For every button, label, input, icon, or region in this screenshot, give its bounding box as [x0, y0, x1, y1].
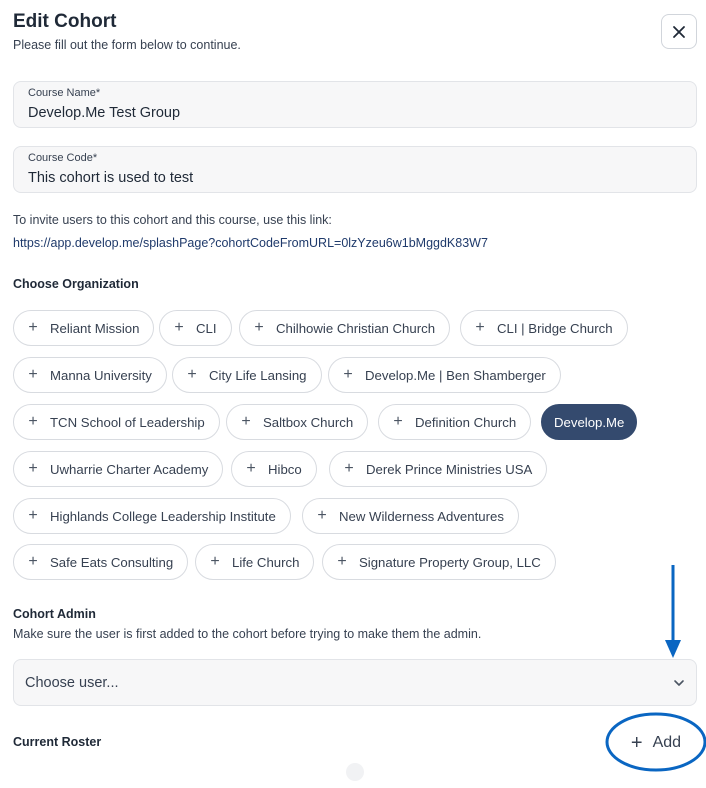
org-chip[interactable] — [13, 357, 167, 393]
org-chip[interactable] — [13, 451, 223, 487]
course-name-label: Course Name* — [28, 87, 101, 99]
modal-title: Edit Cohort — [13, 11, 117, 32]
org-chip[interactable] — [172, 357, 322, 393]
org-chip[interactable] — [13, 498, 291, 534]
plus-icon: + — [337, 553, 347, 570]
course-name-value[interactable]: Develop.Me Test Group — [28, 105, 181, 121]
plus-icon: + — [28, 507, 38, 524]
plus-icon: + — [241, 413, 251, 430]
org-chip-label: Saltbox Church — [263, 414, 354, 430]
choose-user-select[interactable] — [13, 659, 697, 706]
org-chip[interactable] — [226, 404, 368, 440]
org-chip-label: Develop.Me | Ben Shamberger — [365, 367, 546, 383]
org-chip-label: Definition Church — [415, 414, 517, 430]
chevron-down-icon — [672, 676, 686, 690]
cohort-admin-label: Cohort Admin — [13, 607, 96, 621]
org-chip-label: CLI | Bridge Church — [497, 320, 613, 336]
org-chip[interactable] — [328, 357, 561, 393]
plus-icon: + — [246, 460, 256, 477]
org-chip-label: City Life Lansing — [209, 367, 307, 383]
org-chip-label: Hibco — [268, 461, 302, 477]
org-chip[interactable] — [159, 310, 232, 346]
org-chip-label: Chilhowie Christian Church — [276, 320, 436, 336]
org-chip-label: Develop.Me — [554, 414, 625, 430]
org-chip-label: Derek Prince Ministries USA — [366, 461, 533, 477]
plus-icon: + — [343, 366, 353, 383]
org-chip-label: TCN School of Leadership — [50, 414, 205, 430]
org-chip[interactable] — [378, 404, 531, 440]
org-chip-label: CLI — [196, 320, 217, 336]
org-chip[interactable] — [195, 544, 314, 580]
add-button-label: Add — [652, 734, 682, 751]
cohort-admin-help: Make sure the user is first added to the cohort before trying to make them the admin. — [13, 627, 482, 641]
plus-icon: + — [187, 366, 197, 383]
org-chip[interactable] — [460, 310, 628, 346]
plus-icon: + — [254, 319, 264, 336]
org-chip[interactable] — [13, 404, 220, 440]
org-chip[interactable] — [322, 544, 556, 580]
close-button[interactable] — [661, 14, 697, 49]
org-chip-selected[interactable] — [541, 404, 637, 440]
invite-instructions: To invite users to this cohort and this course, use this link: — [13, 213, 332, 227]
plus-icon: + — [174, 319, 184, 336]
annotation-arrow-head — [665, 640, 681, 658]
org-chip[interactable] — [302, 498, 519, 534]
plus-icon: + — [28, 319, 38, 336]
course-code-label: Course Code* — [28, 152, 98, 164]
org-chip-label: Highlands College Leadership Institute — [50, 508, 276, 524]
plus-icon: + — [28, 366, 38, 383]
modal-subtitle: Please fill out the form below to continue. — [13, 38, 241, 52]
course-code-field[interactable] — [13, 146, 697, 193]
current-roster-label: Current Roster — [13, 735, 102, 749]
plus-icon: + — [28, 413, 38, 430]
choose-user-value: Choose user... — [25, 675, 119, 691]
org-chip-label: New Wilderness Adventures — [339, 508, 504, 524]
plus-icon: + — [317, 507, 327, 524]
plus-icon: + — [630, 732, 643, 754]
plus-icon: + — [28, 553, 38, 570]
org-chip-label: Manna University — [50, 367, 152, 383]
plus-icon: + — [393, 413, 403, 430]
organization-label: Choose Organization — [13, 277, 139, 291]
org-chip-label: Signature Property Group, LLC — [359, 554, 541, 570]
org-chip-label: Safe Eats Consulting — [50, 554, 174, 570]
plus-icon: + — [475, 319, 485, 336]
org-chip-label: Reliant Mission — [50, 320, 140, 336]
org-chip[interactable] — [329, 451, 547, 487]
loading-indicator — [346, 763, 364, 781]
plus-icon: + — [210, 553, 220, 570]
org-chip-label: Uwharrie Charter Academy — [50, 461, 209, 477]
org-chip[interactable] — [239, 310, 450, 346]
course-code-value[interactable]: This cohort is used to test — [28, 170, 194, 186]
org-chip[interactable] — [13, 310, 154, 346]
close-icon — [672, 25, 686, 39]
plus-icon: + — [344, 460, 354, 477]
org-chip-label: Life Church — [232, 554, 300, 570]
course-name-field[interactable] — [13, 81, 697, 128]
org-chip[interactable] — [231, 451, 317, 487]
add-roster-button[interactable] — [608, 717, 704, 769]
plus-icon: + — [28, 460, 38, 477]
invite-link[interactable]: https://app.develop.me/splashPage?cohortCodeFromURL=0lzYzeu6w1bMggdK83W7 — [13, 236, 488, 250]
org-chip[interactable] — [13, 544, 188, 580]
